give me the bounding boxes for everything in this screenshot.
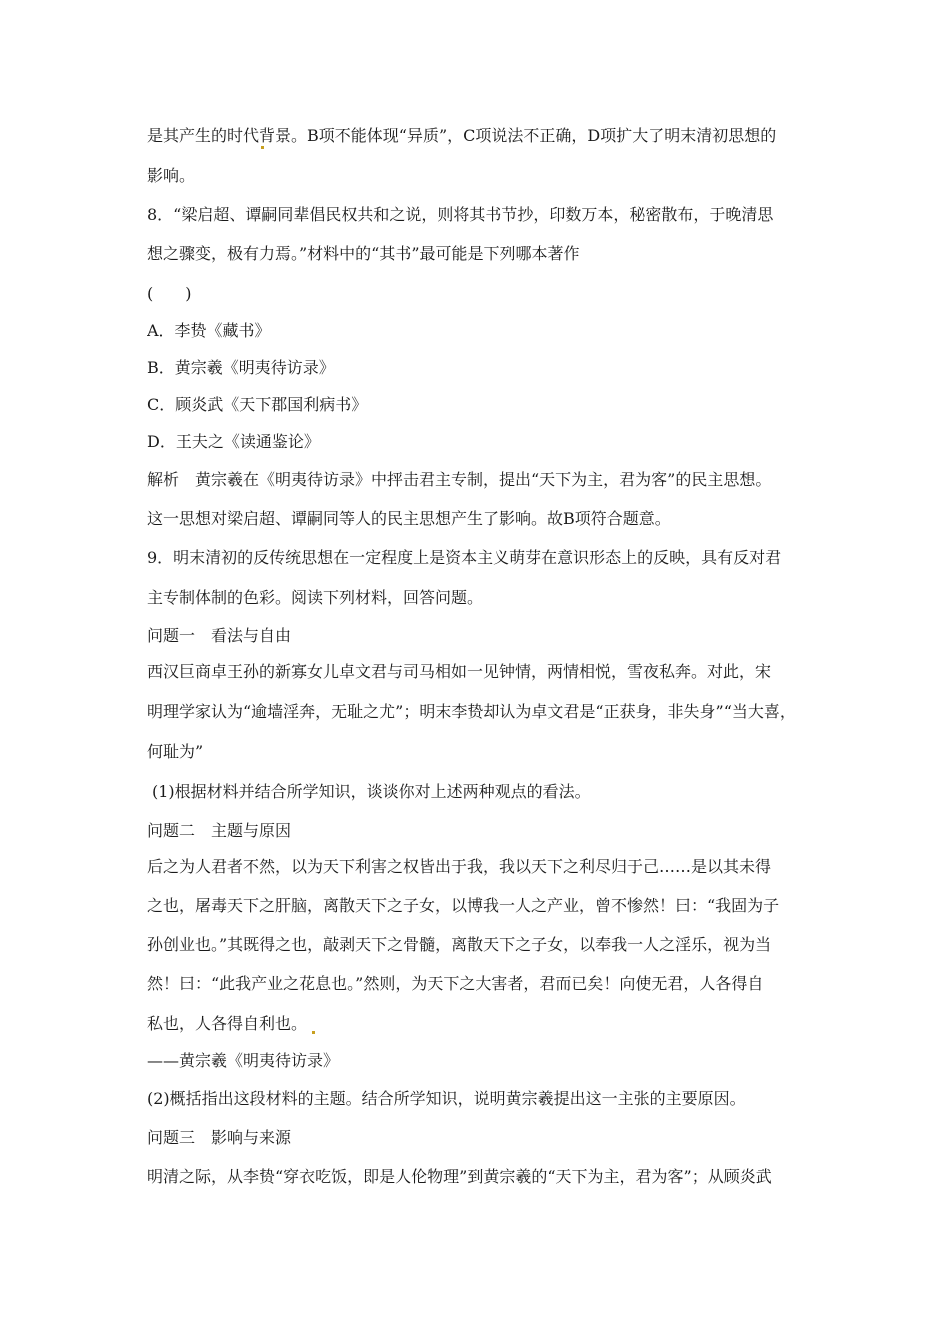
analysis-text: 解析 黄宗羲在《明夷待访录》中抨击君主专制，提出“天下为主，君为客”的民主思想。 (147, 470, 772, 489)
material-text: 西汉巨商卓王孙的新寡女儿卓文君与司马相如一见钟情，两情相悦，雪夜私奔。对此，宋 (147, 662, 772, 681)
material-text: 明清之际，从李贽“穿衣吃饭，即是人伦物理”到黄宗羲的“天下为主，君为客”；从顾炎武 (147, 1167, 772, 1186)
text-line: 想之骤变，极有力焉。”材料中的“其书”最可能是下列哪本著作 (147, 244, 580, 263)
text-line: 主专制体制的色彩。阅读下列材料，回答问题。 (147, 588, 484, 607)
option-c: C．顾炎武《天下郡国利病书》 (147, 395, 368, 414)
material-text: 孙创业也。”其既得之也，敲剥天下之骨髓，离散天下之子女，以奉我一人之淫乐，视为当 (147, 935, 772, 954)
sub-question-2: (2)概括指出这段材料的主题。结合所学知识，说明黄宗羲提出这一主张的主要原因。 (147, 1089, 746, 1108)
text-line: 是其产生的时代背景。B项不能体现“异质”，C项说法不正确，D项扩大了明末清初思想的 (147, 126, 777, 145)
problem-3-heading: 问题三 影响与来源 (147, 1128, 292, 1147)
question-9-stem: 9．明末清初的反传统思想在一定程度上是资本主义萌芽在意识形态上的反映，具有反对君 (147, 548, 782, 567)
problem-2-heading: 问题二 主题与原因 (147, 821, 292, 840)
option-d: D．王夫之《读通鉴论》 (147, 432, 320, 451)
answer-bracket: ( ) (147, 284, 192, 303)
material-text: 明理学家认为“逾墙淫奔，无耻之尤”；明末李贽却认为卓文君是“正获身，非失身”“当大喜， (147, 702, 796, 721)
text-line: 这一思想对梁启超、谭嗣同等人的民主思想产生了影响。故B项符合题意。 (147, 509, 671, 528)
material-source: ——黄宗羲《明夷待访录》 (147, 1051, 340, 1070)
question-8-stem: 8．“梁启超、谭嗣同辈倡民权共和之说，则将其书节抄，印数万本，秘密散布，于晚清思 (147, 205, 774, 224)
stray-mark (312, 1031, 315, 1034)
stray-mark (261, 146, 264, 149)
material-text: 然！曰：“此我产业之花息也。”然则，为天下之大害者，君而已矣！向使无君，人各得自 (147, 974, 764, 993)
option-a: A．李贽《藏书》 (147, 321, 271, 340)
problem-1-heading: 问题一 看法与自由 (147, 626, 292, 645)
option-b: B．黄宗羲《明夷待访录》 (147, 358, 335, 377)
material-text: 之也，屠毒天下之肝脑，离散天下之子女，以博我一人之产业，曾不惨然！曰：“我固为子 (147, 896, 780, 915)
text-line: 影响。 (147, 166, 196, 185)
material-text: 何耻为” (147, 742, 204, 761)
sub-question-1: (1)根据材料并结合所学知识，谈谈你对上述两种观点的看法。 (152, 782, 591, 801)
material-text: 私也，人各得自利也。 (147, 1014, 308, 1033)
material-text: 后之为人君者不然，以为天下利害之权皆出于我，我以天下之利尽归于己……是以其未得 (147, 857, 772, 876)
